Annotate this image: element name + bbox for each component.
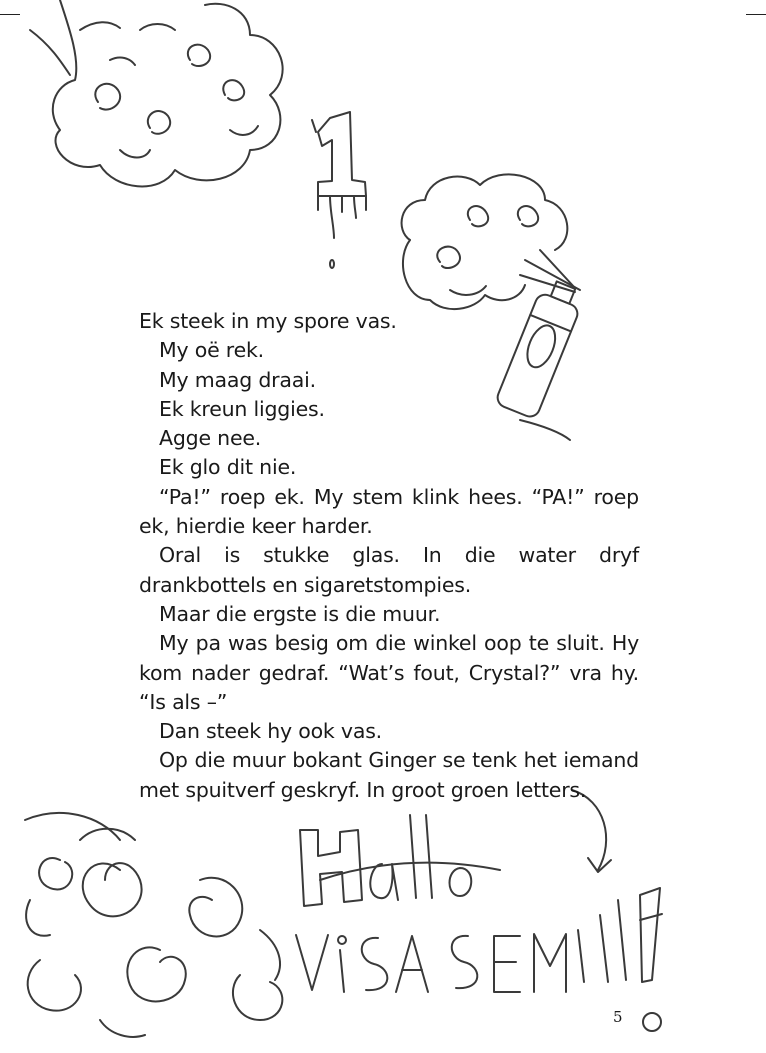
paragraph: Oral is stukke glas. In die water dryf drankbottels en sigaretstompies. (139, 543, 639, 597)
paragraph: My pa was besig om die winkel oop te sluit. Hy kom nader gedraf. “Wat’s fout, Crystal?” vra hy. “Is als –” (139, 631, 639, 714)
paragraph: Ek kreun liggies. (159, 396, 325, 421)
paragraph: “Pa!” roep ek. My stem klink hees. “PA!” roep ek, hierdie keer harder. (139, 484, 639, 539)
paragraph: My maag draai. (159, 367, 316, 392)
chapter-number-drawing (312, 112, 366, 268)
paragraph: Dan steek hy ook vas. (159, 719, 382, 744)
paragraph: Op die muur bokant Ginger se tenk het iemand met spuitverf geskryf. In groot groen letters. (139, 748, 639, 802)
paragraph: My oë rek. (159, 338, 264, 363)
story-text (139, 307, 639, 805)
paragraph: Ek steek in my spore vas. (139, 309, 397, 333)
smoke-cloud-top-icon (30, 0, 283, 186)
page-number: 5 (613, 1008, 623, 1026)
paragraph: Agge nee. (159, 426, 262, 451)
paragraph: Maar die ergste is die muur. (159, 601, 441, 626)
smoke-swirls-bottom-icon (25, 813, 282, 1037)
graffiti-lettering (296, 815, 662, 1031)
paragraph: Ek glo dit nie. (159, 455, 297, 480)
